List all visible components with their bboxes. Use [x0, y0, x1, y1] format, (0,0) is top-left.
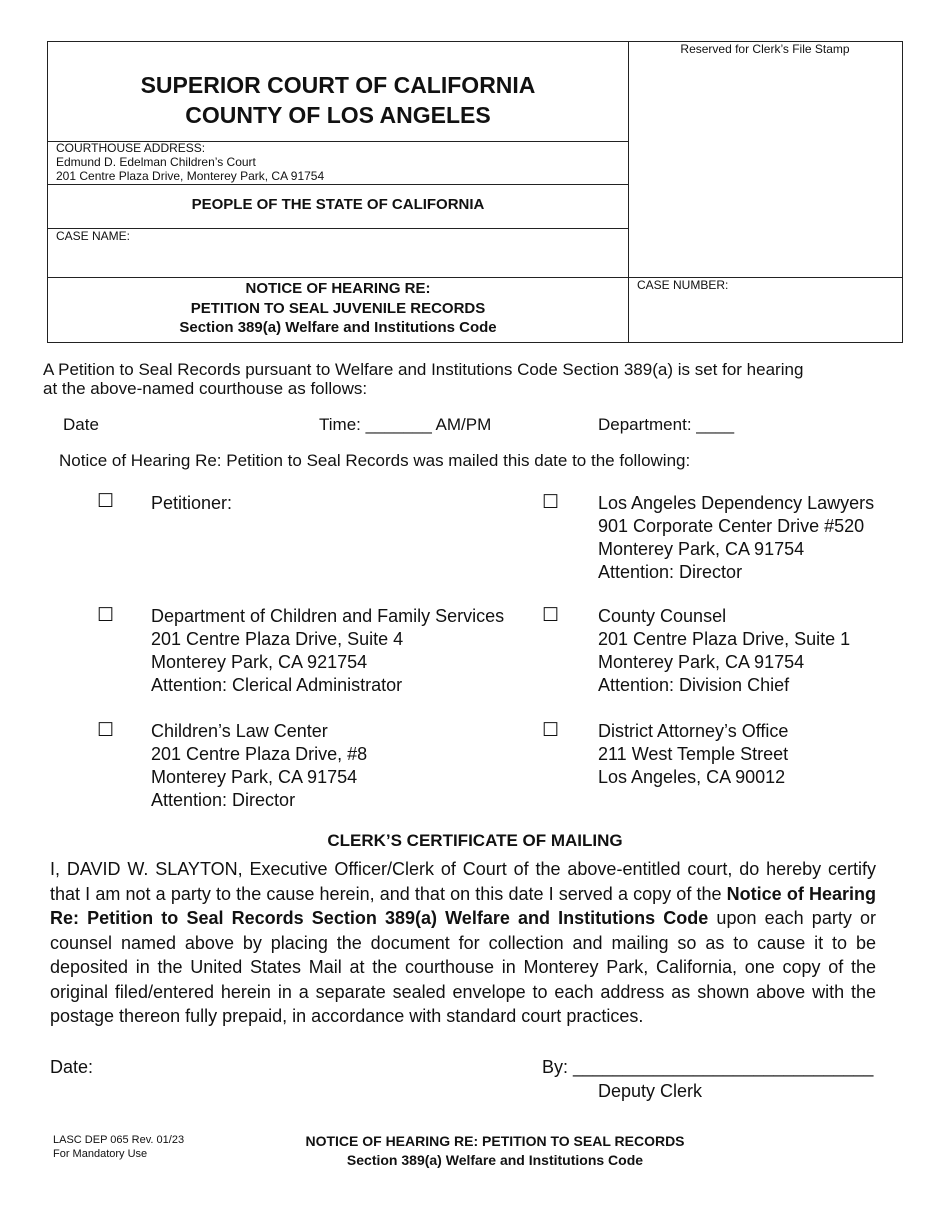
recipient-childrens-law — [151, 720, 367, 812]
certificate-paragraph — [50, 857, 876, 1029]
recipient-line: 201 Centre Plaza Drive, Suite 1 — [598, 629, 851, 649]
hearing-date-label: Date — [63, 415, 99, 434]
recipient-line: Monterey Park, CA 921754 — [151, 652, 368, 672]
courthouse-address — [56, 141, 324, 183]
recipient-line: 201 Centre Plaza Drive, #8 — [151, 744, 368, 764]
case-name-label: CASE NAME: — [56, 229, 131, 243]
certificate-text-after: upon each party or counsel named above by placing the document for collection and mailing so as to cause it to be deposited in the United States Mail at the courthouse in Monterey Park, California, one copy of the original filed/entered herein in a separate sealed envelope to each address as shown above with the postage thereon fully prepaid, in accordance with standard court practices. — [50, 908, 876, 1026]
caption-divider — [48, 228, 628, 229]
hearing-time-label: Time: _______ AM/PM — [319, 415, 492, 434]
certificate-text-before: I, DAVID W. SLAYTON, Executive Officer/Clerk of Court of the above-entitled court, do hereby certify that I am not a party to the cause herein, and that on this date I served a copy of the — [50, 859, 876, 904]
recipient-line: Monterey Park, CA 91754 — [151, 767, 358, 787]
certificate-text-bold: Notice of Hearing Re: Petition to Seal Records Section 389(a) Welfare and Institutions Code — [50, 883, 876, 928]
intro-line2: at the above-named courthouse as follows: — [43, 379, 368, 398]
mailed-notice-text: Notice of Hearing Re: Petition to Seal Records was mailed this date to the following: — [59, 451, 691, 470]
district-attorney-checkbox[interactable]: ☐ — [542, 720, 560, 741]
court-name-line1: SUPERIOR COURT OF CALIFORNIA — [140, 72, 536, 98]
footer-title-line1: NOTICE OF HEARING RE: PETITION TO SEAL RECORDS — [305, 1133, 685, 1149]
footer-form-info — [53, 1133, 184, 1161]
recipient-line: 201 Centre Plaza Drive, Suite 4 — [151, 629, 404, 649]
court-name — [48, 70, 628, 130]
people-of-state: PEOPLE OF THE STATE OF CALIFORNIA — [191, 196, 485, 213]
signature-date-label: Date: — [50, 1057, 94, 1077]
dcfs-checkbox[interactable]: ☐ — [97, 605, 115, 626]
recipient-line: Children’s Law Center — [151, 721, 328, 741]
courthouse-name: Edmund D. Edelman Children’s Court — [56, 155, 256, 169]
footer-title — [235, 1132, 755, 1170]
petitioner-checkbox[interactable]: ☐ — [97, 491, 115, 512]
recipient-line: Attention: Director — [598, 562, 743, 582]
dependency-lawyers-checkbox[interactable]: ☐ — [542, 492, 560, 513]
recipient-district-attorney — [598, 720, 788, 789]
notice-title-line1: NOTICE OF HEARING RE: — [245, 280, 431, 297]
caption-divider-vertical — [628, 42, 629, 342]
hearing-department-label: Department: ____ — [598, 415, 735, 434]
footer-title-line2: Section 389(a) Welfare and Institutions Code — [346, 1152, 644, 1168]
intro-line1: A Petition to Seal Records pursuant to Welfare and Institutions Code Section 389(a) is set for hearing — [43, 360, 804, 379]
recipient-line: Los Angeles Dependency Lawyers — [598, 493, 875, 513]
notice-title-line3: Section 389(a) Welfare and Institutions Code — [179, 319, 497, 336]
recipient-line: Petitioner: — [151, 493, 233, 513]
recipient-line: 901 Corporate Center Drive #520 — [598, 516, 865, 536]
recipient-line: Department of Children and Family Services — [151, 606, 505, 626]
recipient-line: Monterey Park, CA 91754 — [598, 652, 805, 672]
recipient-county-counsel — [598, 605, 850, 697]
recipient-line: Monterey Park, CA 91754 — [598, 539, 805, 559]
signature-by-line[interactable]: By: ______________________________ — [542, 1057, 874, 1077]
caption-divider — [48, 184, 628, 185]
deputy-clerk-label: Deputy Clerk — [598, 1081, 703, 1101]
recipient-line: 211 West Temple Street — [598, 744, 789, 764]
caption-divider — [48, 277, 902, 278]
recipient-dcfs — [151, 605, 504, 697]
intro-paragraph — [43, 360, 903, 398]
notice-title — [48, 279, 628, 338]
recipient-line: Attention: Director — [151, 790, 296, 810]
recipient-line: Attention: Division Chief — [598, 675, 790, 695]
certificate-title: CLERK’S CERTIFICATE OF MAILING — [327, 831, 623, 850]
case-number-label: CASE NUMBER: — [637, 278, 729, 292]
caption-table — [47, 41, 903, 343]
mandatory-use: For Mandatory Use — [53, 1148, 148, 1160]
recipient-line: Los Angeles, CA 90012 — [598, 767, 786, 787]
recipient-line: District Attorney’s Office — [598, 721, 789, 741]
courthouse-street: 201 Centre Plaza Drive, Monterey Park, CA 91754 — [56, 169, 325, 183]
recipient-petitioner — [151, 492, 232, 515]
clerk-stamp-label: Reserved for Clerk’s File Stamp — [680, 42, 850, 56]
form-number: LASC DEP 065 Rev. 01/23 — [53, 1134, 185, 1146]
recipient-line: Attention: Clerical Administrator — [151, 675, 403, 695]
court-name-line2: COUNTY OF LOS ANGELES — [185, 102, 491, 128]
childrens-law-checkbox[interactable]: ☐ — [97, 720, 115, 741]
courthouse-address-label: COURTHOUSE ADDRESS: — [56, 141, 206, 155]
recipient-dependency-lawyers — [598, 492, 874, 584]
recipient-line: County Counsel — [598, 606, 727, 626]
county-counsel-checkbox[interactable]: ☐ — [542, 605, 560, 626]
notice-title-line2: PETITION TO SEAL JUVENILE RECORDS — [190, 299, 486, 317]
